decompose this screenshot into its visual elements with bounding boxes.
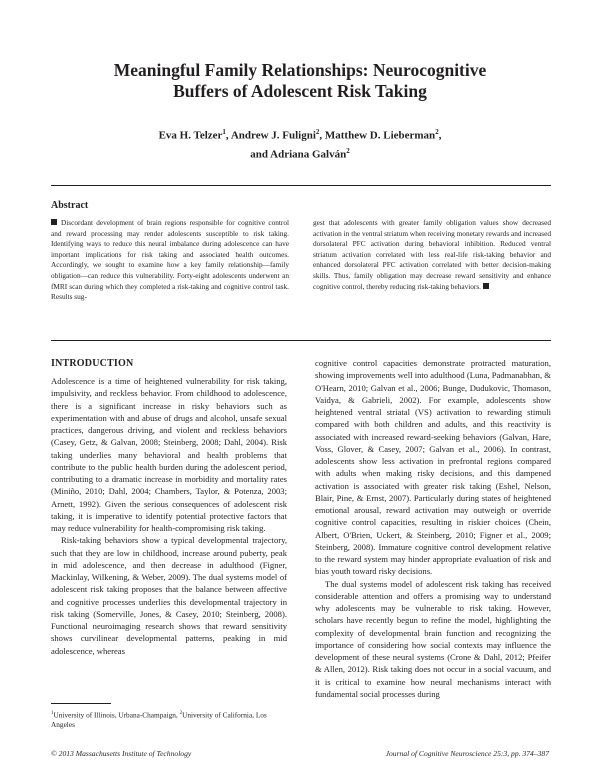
body-paragraph: Risk-taking behaviors show a typical developmental trajectory, such that they are low in childhood, increase around puberty, peak in mid adolescence, and then decrease in adulthood (Figner, Mackinlay, Wilkening, & Weber, 2009). The dual systems model of adolescent risk taking proposes that the balance between affective and cognitive processes underlies this developmental trajectory in risk taking (Somerville, Jones, & Casey, 2010; Steinberg, 2008). Functional neuroimaging research shows that reward sensitivity shows curvilinear developmental patterns, peaking in mid adolescence, whereas bbox=[51, 535, 287, 656]
body-right-column bbox=[315, 357, 551, 700]
author-name: Eva H. Telzer bbox=[158, 129, 223, 142]
author-affiliation-mark: 2 bbox=[315, 128, 320, 136]
square-bullet-icon bbox=[51, 219, 57, 225]
author-name: Andrew J. Fuligni bbox=[230, 129, 316, 142]
copyright-notice: © 2013 Massachusetts Institute of Technology bbox=[51, 749, 192, 758]
author-affiliation-mark: 2 bbox=[435, 128, 439, 136]
body-left-column bbox=[51, 375, 287, 657]
abstract-heading: Abstract bbox=[51, 200, 89, 211]
author-list bbox=[0, 125, 600, 162]
abstract-text-right: gest that adolescents with greater family obligation values show decreased activation in the ventral striatum when receiving monetary rewards and increased dorsolateral PFC activation during behavioral inhibition. Reduced ventral striatum activation correlated with less real-life risk-taking behavior and enhanced dorsolateral PFC activation correlated with better decision-making skills. Thus, family obligation may decrease reward sensitivity and enhance cognitive control, thereby reducing risk-taking behaviors. bbox=[313, 218, 551, 291]
divider bbox=[51, 185, 551, 186]
affiliation-footnote bbox=[51, 709, 287, 729]
title-line-1: Meaningful Family Relationships: Neurocognitive bbox=[113, 60, 487, 80]
author-separator: , bbox=[438, 129, 442, 142]
footnote-mark: 2 bbox=[179, 711, 183, 716]
footnote-divider bbox=[51, 703, 111, 704]
body-paragraph: Adolescence is a time of heightened vulnerability for risk taking, impulsivity, and reckless behavior. From childhood to adolescence, there is a significant increase in risky behaviors such as experimentation with and abuse of drugs and alcohol, unsafe sexual practices, dangerous driving, and violent and reckless behaviors (Casey, Getz, & Galvan, 2008; Steinberg, 2008; Dahl, 2004). Risk taking underlies many behavioral and health problems that contribute to the public health burden during the adolescent period, contributing to a dramatic increase in morbidity and mortality rates (Miniño, 2010; Dahl, 2004; Chambers, Taylor, & Potenza, 2003; Arnett, 1992). Given the serious consequences of adolescent risk taking, it is imperative to identify potential protective factors that may reduce vulnerability for health-compromising risk taking. bbox=[51, 376, 287, 533]
author-affiliation-mark: 2 bbox=[346, 146, 350, 155]
body-paragraph: cognitive control capacities demonstrate protracted maturation, showing improvements well into adulthood (Luna, Padmanabhan, & O'Hearn, 2010; Galvan et al., 2006; Bunge, Dudukovic, Thomason, Vaidya, & Gabrieli, 2002). For example, adolescents show heightened ventral striatal (VS) activation to rewarding stimuli compared with both children and adults, and this reactivity is associated with increased reward-seeking behaviors (Galvan, Hare, Voss, Glover, & Casey, 2007; Galvan et al., 2006). In contrast, adolescents show less activation in prefrontal regions compared with adults when making risky decisions, and this dampened activation is associated with greater risk taking (Eshel, Nelson, Blair, Pine, & Ernst, 2007). Particularly during states of heightened emotional arousal, reward activation may outweigh or override cognitive control capacities, resulting in riskier choices (Chein, Albert, O'Brien, Uckert, & Steinberg, 2010; Figner et al., 2009; Steinberg, 2008). Immature cognitive control development relative to the reward system may hinder appropriate evaluation of risk and bias youth toward risky decisions. bbox=[315, 358, 551, 577]
end-square-icon bbox=[483, 283, 489, 289]
paper-title bbox=[0, 60, 600, 102]
abstract-text-left: Discordant development of brain regions responsible for cognitive control and reward processing may render adolescents susceptible to risk taking. Identifying ways to reduce this neural imbalance during adolescence can have important implications for risk taking and associated health outcomes. Accordingly, we sought to examine how a key family relationship—family obligation—can reduce this vulnerability. Forty-eight adolescents underwent an fMRI scan during which they completed a risk-taking and cognitive control task. Results sug- bbox=[51, 218, 289, 302]
divider bbox=[51, 340, 551, 341]
author-affiliation-mark: 1 bbox=[222, 128, 226, 136]
abstract-left-column bbox=[51, 218, 289, 303]
affiliation-1: University of Illinois, Urbana-Champaign, bbox=[53, 710, 180, 720]
section-heading: INTRODUCTION bbox=[51, 358, 134, 369]
title-line-2: Buffers of Adolescent Risk Taking bbox=[173, 81, 427, 101]
affiliation-2: University of California, Los Angeles bbox=[51, 710, 267, 729]
abstract-right-column bbox=[313, 218, 551, 292]
author-name: and Adriana Galván bbox=[250, 148, 347, 161]
author-separator: , bbox=[225, 129, 231, 142]
body-paragraph: The dual systems model of adolescent risk taking has received considerable attention and offers a promising way to understand why adolescents may be vulnerable to risk taking. However, scholars have recently begun to refine the model, highlighting the complexity of developmental brain function and recognizing the importance of considering how social contexts may influence the development of these neural systems (Crone & Dahl, 2012; Pfeifer & Allen, 2012). Risk taking does not occur in a social vacuum, and it is critical to examine how neural mechanisms interact with fundamental social processes during bbox=[315, 578, 551, 699]
journal-citation: Journal of Cognitive Neuroscience 25:3, pp. 374–387 bbox=[385, 749, 549, 758]
footnote-mark: 1 bbox=[51, 711, 54, 716]
author-separator: , bbox=[319, 129, 325, 142]
author-name: Matthew D. Lieberman bbox=[324, 129, 436, 142]
